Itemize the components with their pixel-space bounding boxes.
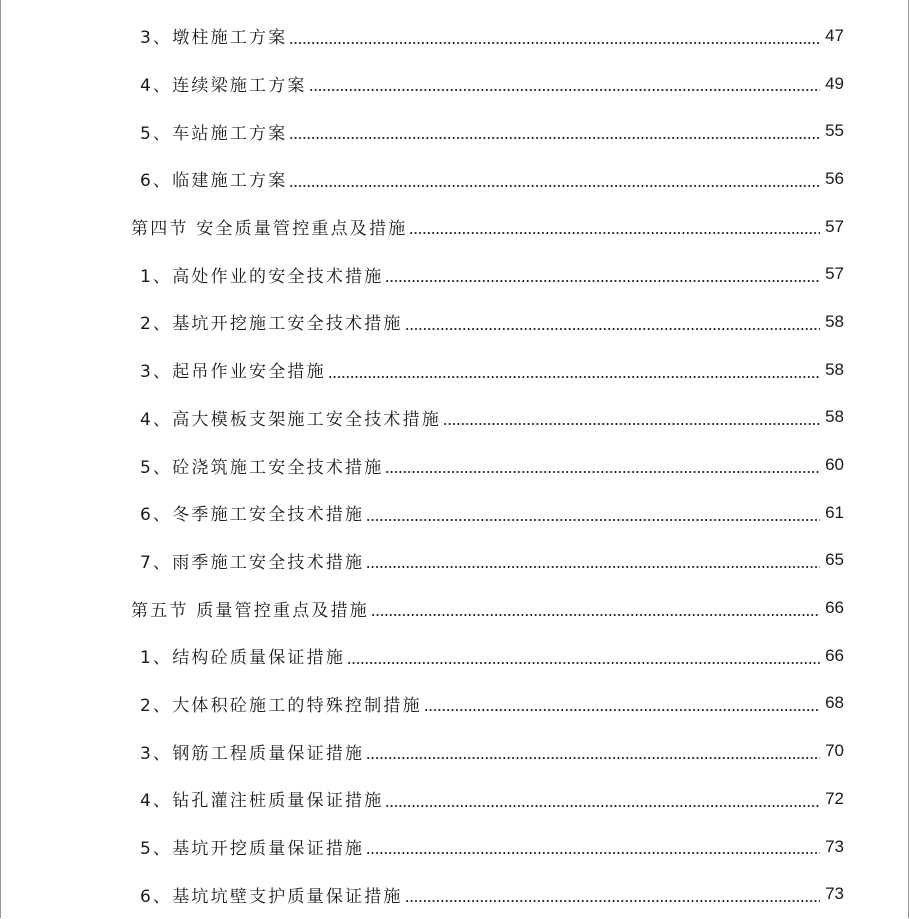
toc-dot-leader — [405, 328, 820, 330]
toc-dot-leader — [366, 757, 820, 759]
toc-page-number: 73 — [825, 836, 844, 856]
toc-entry-title: 第四节 安全质量管控重点及措施 — [131, 219, 408, 240]
toc-page-number: 55 — [825, 121, 844, 141]
toc-dot-leader — [366, 852, 820, 854]
toc-dot-leader — [366, 519, 820, 521]
toc-subsection-entry[interactable] — [0, 107, 910, 155]
toc-entry-title: 5、砼浇筑施工安全技术措施 — [140, 457, 384, 478]
toc-dot-leader — [443, 423, 820, 425]
toc-section-entry[interactable] — [0, 584, 910, 632]
toc-dot-leader — [347, 662, 820, 664]
toc-entry-title: 5、基坑开挖质量保证措施 — [140, 839, 365, 860]
toc-entry-title: 6、冬季施工安全技术措施 — [140, 505, 365, 526]
toc-entry-title: 4、连续梁施工方案 — [140, 76, 307, 97]
toc-subsection-entry[interactable] — [0, 155, 910, 203]
toc-entry-title: 4、高大模板支架施工安全技术措施 — [140, 409, 442, 430]
toc-subsection-entry[interactable] — [0, 489, 910, 537]
toc-entry-title: 6、基坑坑壁支护质量保证措施 — [140, 886, 403, 907]
toc-page-number: 60 — [825, 455, 844, 475]
toc-subsection-entry[interactable] — [0, 632, 910, 680]
toc-entry-title: 5、车站施工方案 — [140, 123, 288, 144]
toc-dot-leader — [409, 232, 820, 234]
toc-dot-leader — [328, 376, 820, 378]
toc-page-number: 66 — [825, 598, 844, 618]
toc-subsection-entry[interactable] — [0, 60, 910, 108]
toc-entry-title: 4、钻孔灌注桩质量保证措施 — [140, 791, 384, 812]
toc-page-number: 66 — [825, 645, 844, 665]
toc-page-number: 47 — [825, 25, 844, 45]
toc-dot-leader — [289, 42, 820, 44]
toc-subsection-entry[interactable] — [0, 298, 910, 346]
toc-page-number: 56 — [825, 168, 844, 188]
toc-subsection-entry[interactable] — [0, 870, 910, 918]
toc-page-number: 73 — [825, 884, 844, 904]
toc-entry-title: 1、高处作业的安全技术措施 — [140, 266, 384, 287]
toc-dot-leader — [385, 471, 820, 473]
toc-dot-leader — [424, 709, 820, 711]
toc-dot-leader — [309, 89, 820, 91]
toc-page-number: 68 — [825, 693, 844, 713]
toc-entry-title: 7、雨季施工安全技术措施 — [140, 552, 365, 573]
toc-dot-leader — [385, 280, 820, 282]
toc-entry-title: 6、临建施工方案 — [140, 171, 288, 192]
toc-entry-title: 第五节 质量管控重点及措施 — [131, 600, 370, 621]
toc-subsection-entry[interactable] — [0, 727, 910, 775]
toc-subsection-entry[interactable] — [0, 394, 910, 442]
toc-subsection-entry[interactable] — [0, 680, 910, 728]
toc-dot-leader — [405, 900, 820, 902]
toc-entry-title: 3、钢筋工程质量保证措施 — [140, 743, 365, 764]
table-of-contents — [0, 12, 910, 918]
toc-entry-title: 2、基坑开挖施工安全技术措施 — [140, 314, 403, 335]
toc-dot-leader — [371, 614, 820, 616]
toc-subsection-entry[interactable] — [0, 537, 910, 585]
toc-dot-leader — [289, 185, 820, 187]
toc-page-number: 70 — [825, 741, 844, 761]
toc-subsection-entry[interactable] — [0, 346, 910, 394]
toc-dot-leader — [366, 566, 820, 568]
toc-entry-title: 1、结构砼质量保证措施 — [140, 648, 346, 669]
toc-page-number: 72 — [825, 788, 844, 808]
toc-page-number: 49 — [825, 73, 844, 93]
toc-page-number: 58 — [825, 407, 844, 427]
toc-dot-leader — [385, 805, 820, 807]
toc-page-number: 58 — [825, 359, 844, 379]
toc-page-number: 65 — [825, 550, 844, 570]
toc-subsection-entry[interactable] — [0, 441, 910, 489]
toc-page-number: 57 — [825, 216, 844, 236]
toc-section-entry[interactable] — [0, 203, 910, 251]
toc-page-number: 58 — [825, 311, 844, 331]
toc-dot-leader — [289, 137, 820, 139]
toc-subsection-entry[interactable] — [0, 775, 910, 823]
toc-entry-title: 3、起吊作业安全措施 — [140, 362, 326, 383]
toc-subsection-entry[interactable] — [0, 250, 910, 298]
toc-entry-title: 2、大体积砼施工的特殊控制措施 — [140, 695, 422, 716]
toc-subsection-entry[interactable] — [0, 823, 910, 871]
toc-page-number: 61 — [825, 502, 844, 522]
toc-entry-title: 3、墩柱施工方案 — [140, 28, 288, 49]
toc-page-number: 57 — [825, 264, 844, 284]
toc-subsection-entry[interactable] — [0, 12, 910, 60]
